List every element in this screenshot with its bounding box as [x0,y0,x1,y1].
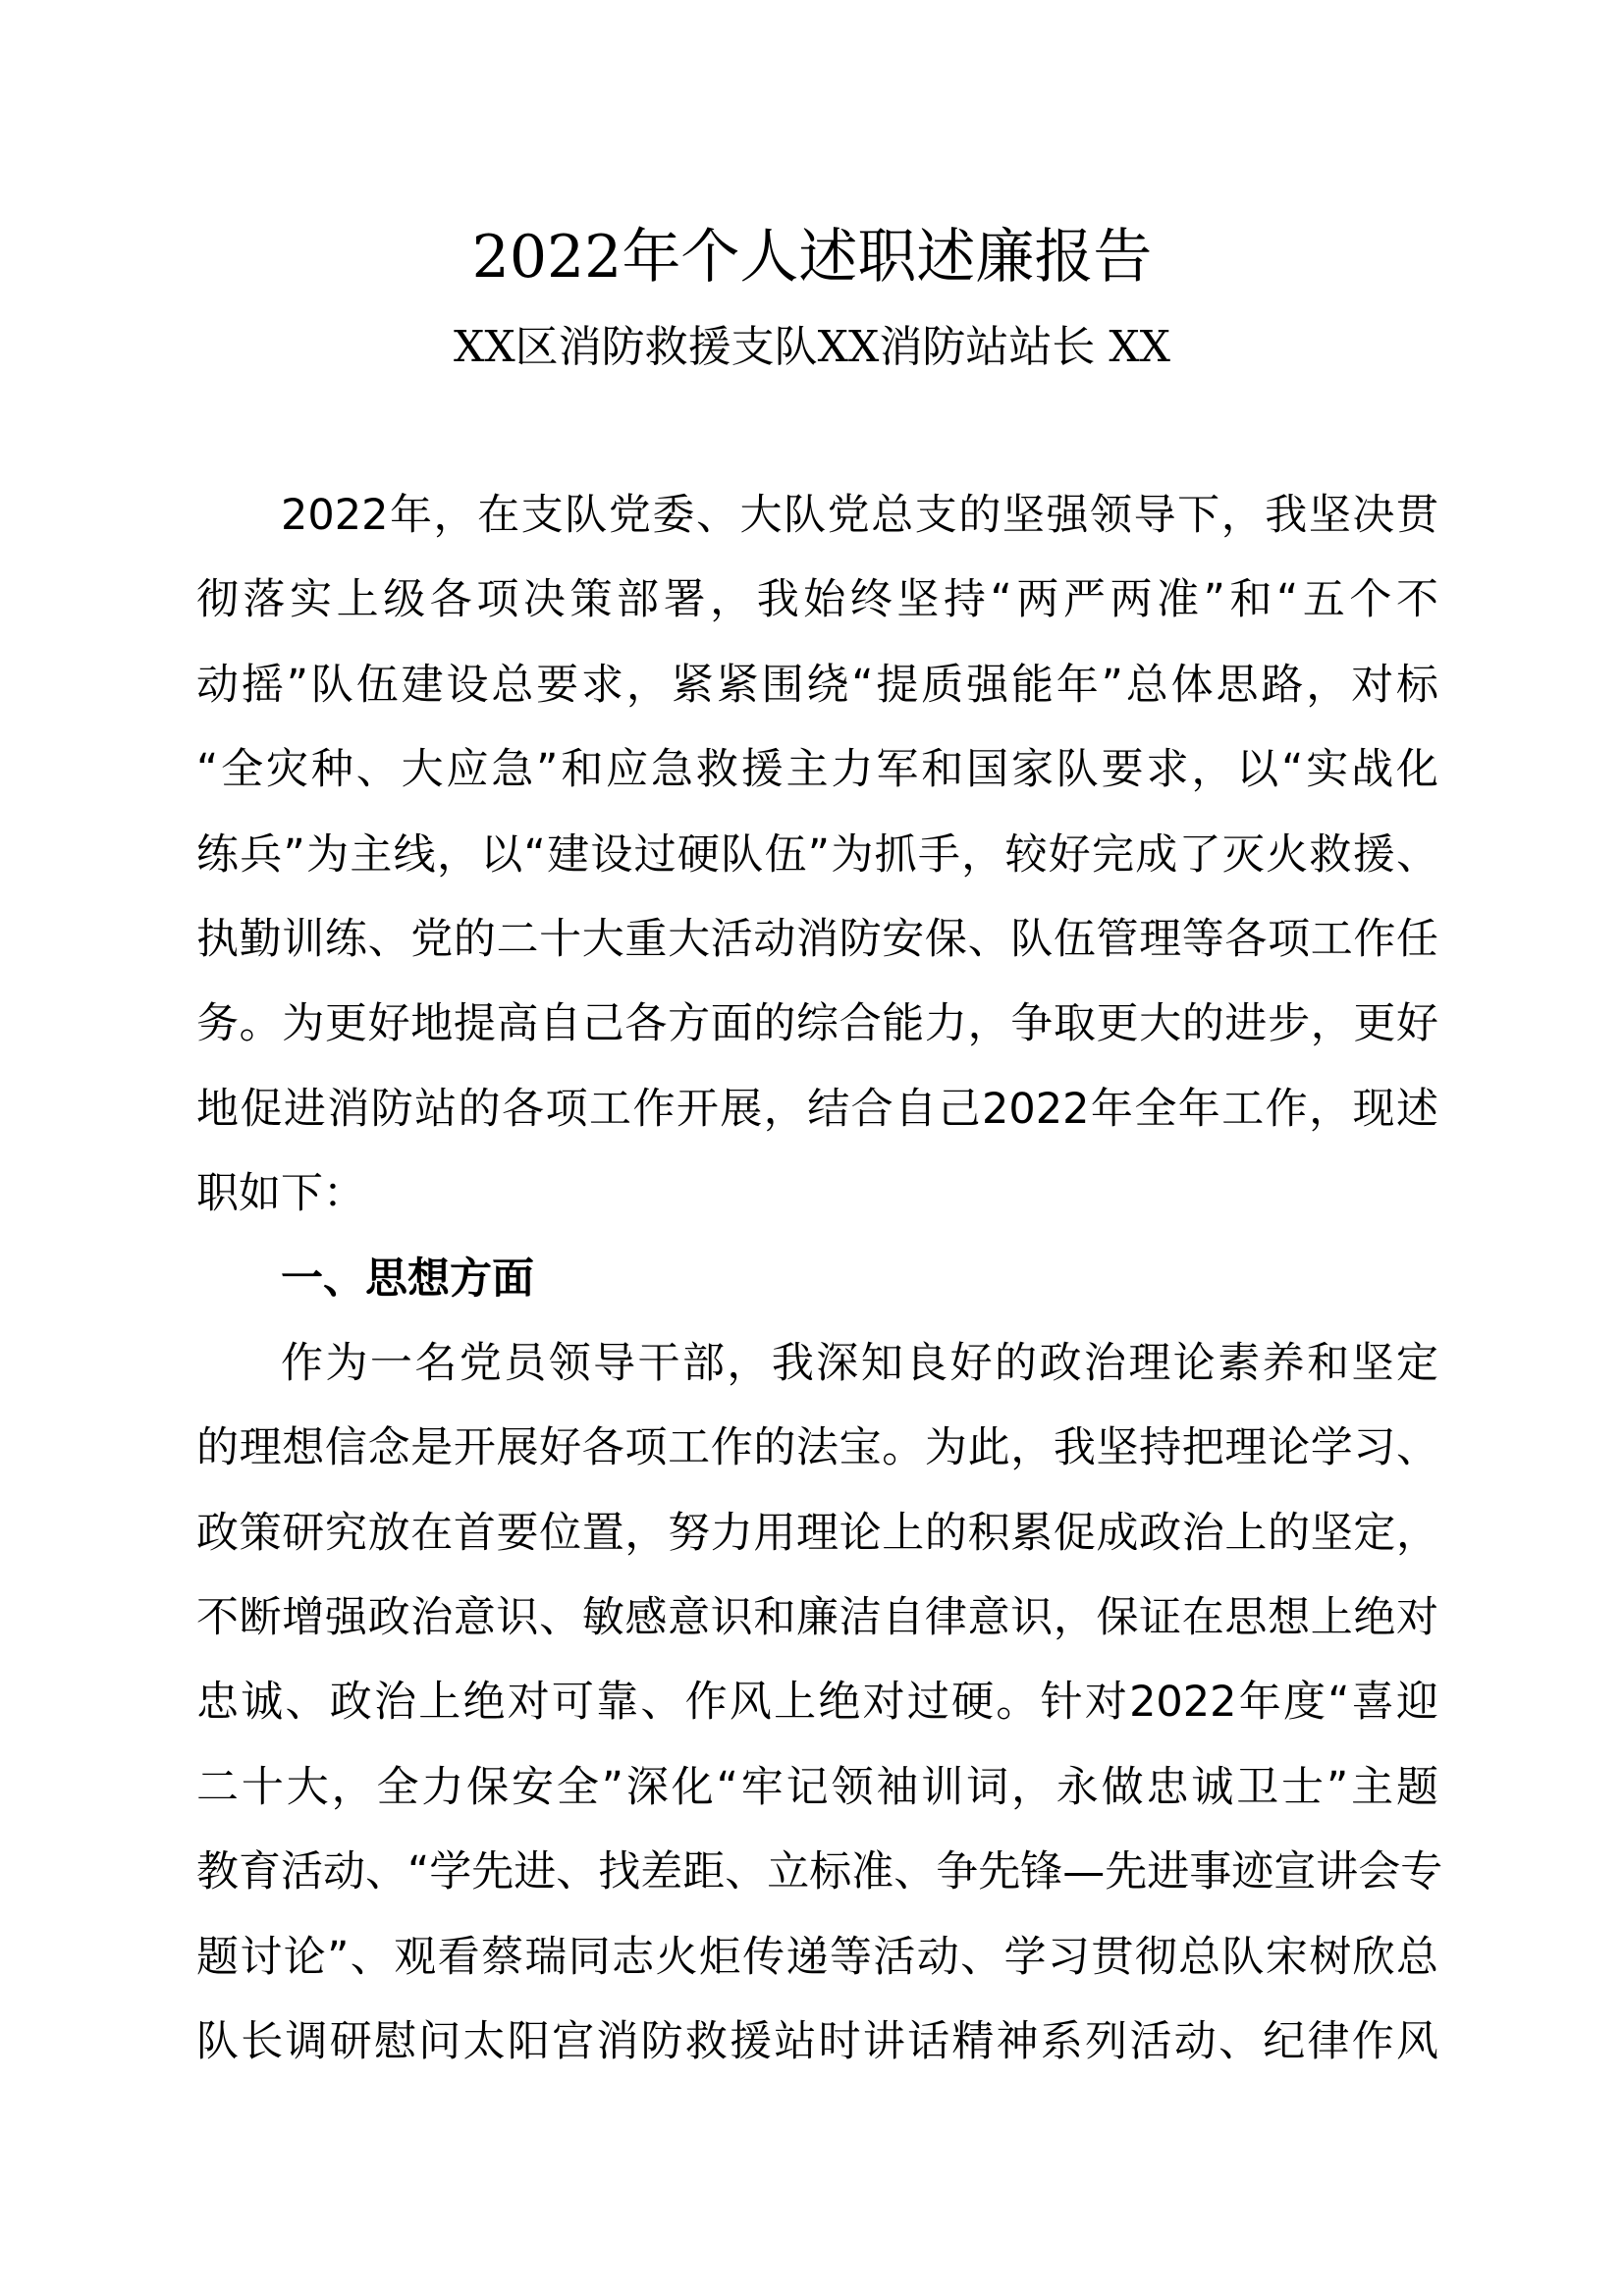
section-heading: 一、思想方面 [281,1254,534,1304]
paragraph-line: 政策研究放在首要位置，努力用理论上的积累促成政治上的坚定， [196,1508,1438,1558]
paragraph-line: 彻落实上级各项决策部署，我始终坚持“两严两准”和“五个不 [196,575,1438,625]
paragraph-line: 动摇”队伍建设总要求，紧紧围绕“提质强能年”总体思路，对标 [196,660,1438,710]
paragraph-line: 的理想信念是开展好各项工作的法宝。为此，我坚持把理论学习、 [196,1423,1438,1473]
paragraph-line: 二十大，全力保安全”深化“牢记领袖训词，永做忠诚卫士”主题 [196,1762,1438,1812]
document-subtitle: XX区消防救援支队XX消防站站长 XX [454,322,1170,372]
paragraph-line: “全灾种、大应急”和应急救援主力军和国家队要求，以“实战化 [196,745,1438,795]
paragraph-line: 作为一名党员领导干部，我深知良好的政治理论素养和坚定 [281,1338,1438,1388]
document-body [196,473,1443,2084]
paragraph-line: 执勤训练、党的二十大重大活动消防安保、队伍管理等各项工作任 [196,914,1438,964]
paragraph-line: 练兵”为主线，以“建设过硬队伍”为抓手，较好完成了灭火救援、 [196,829,1438,880]
paragraph-line: 教育活动、“学先进、找差距、立标准、争先锋—先进事迹宣讲会专 [196,1847,1443,1897]
paragraph-line: 队长调研慰问太阳宫消防救援站时讲话精神系列活动、纪律作风 [196,2017,1438,2067]
paragraph-line: 题讨论”、观看蔡瑞同志火炬传递等活动、学习贯彻总队宋树欣总 [196,1932,1438,1982]
paragraph-line: 忠诚、政治上绝对可靠、作风上绝对过硬。针对2022年度“喜迎 [196,1678,1438,1728]
paragraph-line: 2022年，在支队党委、大队党总支的坚强领导下，我坚决贯 [281,491,1438,540]
paragraph-line: 务。为更好地提高自己各方面的综合能力，争取更大的进步，更好 [196,999,1438,1049]
paragraph-line: 不断增强政治意识、敏感意识和廉洁自律意识，保证在思想上绝对 [196,1593,1438,1643]
document-title: 2022年个人述职述廉报告 [471,223,1153,292]
paragraph-line: 地促进消防站的各项工作开展，结合自己2022年全年工作，现述 [196,1084,1438,1134]
paragraph-line: 职如下： [196,1169,365,1219]
